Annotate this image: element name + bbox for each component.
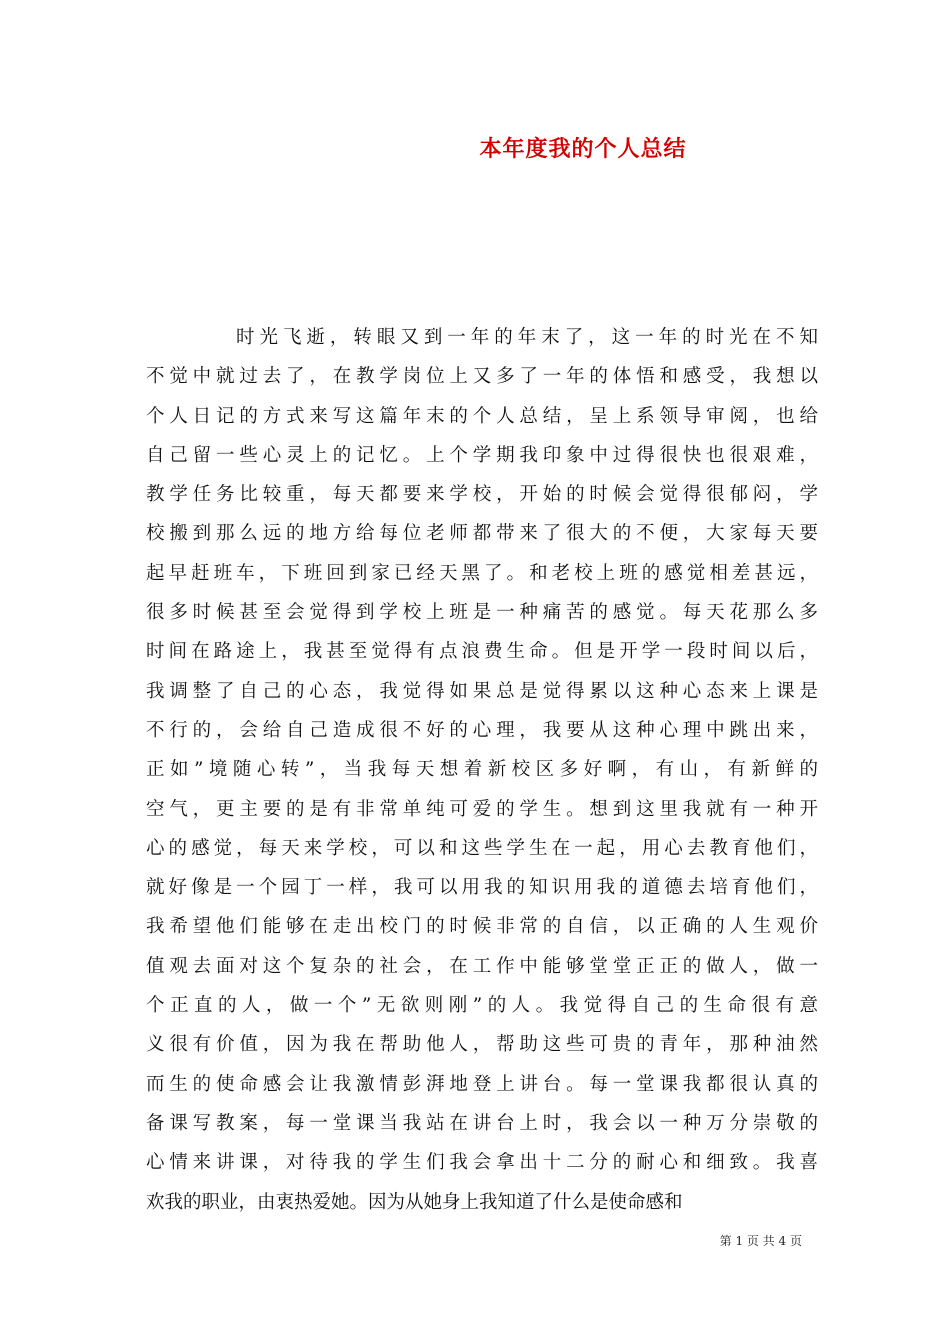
text-line: 校搬到那么远的地方给每位老师都带来了很大的不便，大家每天要 [146, 523, 818, 545]
text-line: 值观去面对这个复杂的社会，在工作中能够堂堂正正的做人，做一 [146, 955, 818, 977]
text-line: 个正直的人，做一个”无欲则刚”的人。我觉得自己的生命很有意 [146, 995, 818, 1017]
text-line: 欢我的职业，由衷热爱她。因为从她身上我知道了什么是使命感和 [146, 1191, 683, 1213]
text-line: 空气，更主要的是有非常单纯可爱的学生。想到这里我就有一种开 [146, 798, 818, 820]
text-line: 义很有价值，因为我在帮助他人，帮助这些可贵的青年，那种油然 [146, 1034, 818, 1056]
text-line: 心情来讲课，对待我的学生们我会拿出十二分的耐心和细致。我喜 [146, 1152, 818, 1174]
text-line: 正如”境随心转”，当我每天想着新校区多好啊，有山，有新鲜的 [146, 759, 818, 781]
text-line: 我希望他们能够在走出校门的时候非常的自信，以正确的人生观价 [146, 916, 818, 938]
text-line: 而生的使命感会让我激情彭湃地登上讲台。每一堂课我都很认真的 [146, 1073, 818, 1095]
text-line: 不行的，会给自己造成很不好的心理，我要从这种心理中跳出来， [146, 719, 818, 741]
text-line: 教学任务比较重，每天都要来学校，开始的时候会觉得很郁闷，学 [146, 484, 818, 506]
body-text [146, 318, 818, 1222]
document-title: 本年度我的个人总结 [479, 136, 687, 162]
text-line: 就好像是一个园丁一样，我可以用我的知识用我的道德去培育他们， [146, 877, 818, 899]
text-line: 时光飞逝，转眼又到一年的年末了，这一年的时光在不知 [236, 327, 818, 348]
text-line: 备课写教案，每一堂课当我站在讲台上时，我会以一种万分崇敬的 [146, 1112, 818, 1134]
text-line: 心的感觉，每天来学校，可以和这些学生在一起，用心去教育他们， [146, 837, 818, 859]
text-line: 时间在路途上，我甚至觉得有点浪费生命。但是开学一段时间以后， [146, 641, 818, 663]
text-line: 我调整了自己的心态，我觉得如果总是觉得累以这种心态来上课是 [146, 680, 818, 702]
text-line: 自己留一些心灵上的记忆。上个学期我印象中过得很快也很艰难， [146, 444, 818, 466]
text-line: 起早赶班车，下班回到家已经天黑了。和老校上班的感觉相差甚远， [146, 562, 818, 584]
text-line: 很多时候甚至会觉得到学校上班是一种痛苦的感觉。每天花那么多 [146, 602, 818, 624]
text-line: 个人日记的方式来写这篇年末的个人总结，呈上系领导审阅，也给 [146, 405, 818, 427]
page-footer: 第 1 页 共 4 页 [719, 1234, 802, 1248]
text-line: 不觉中就过去了，在教学岗位上又多了一年的体悟和感受，我想以 [146, 366, 818, 388]
